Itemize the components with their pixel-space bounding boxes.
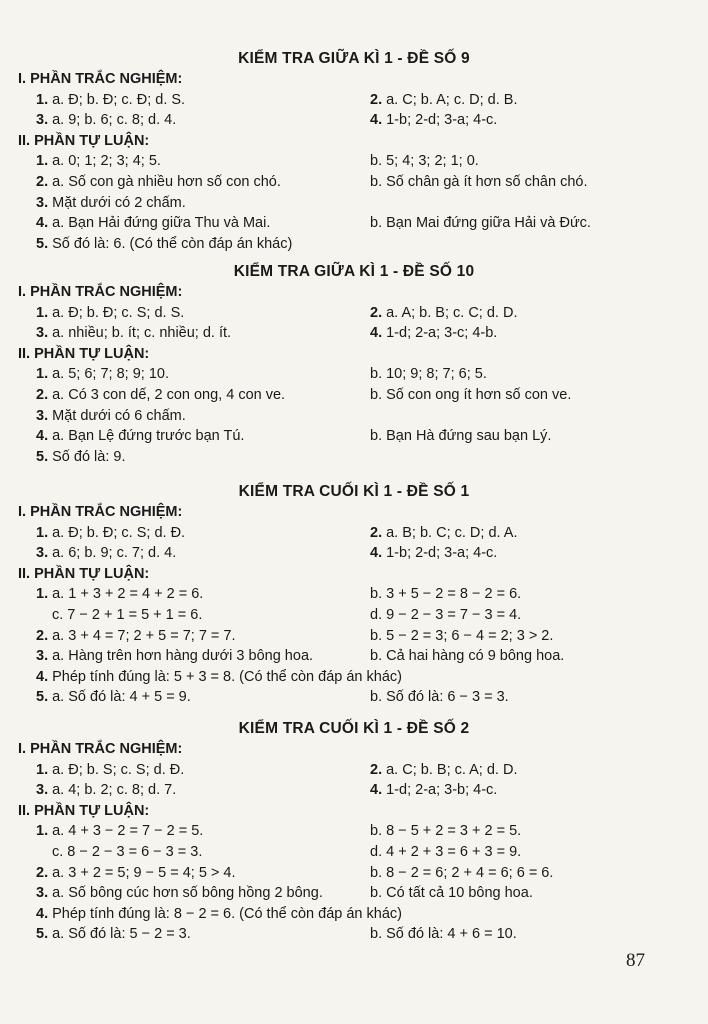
answer-text: b. 3 + 5 − 2 = 8 − 2 = 6. [370, 586, 522, 603]
answer-left [36, 906, 402, 922]
answer-right [370, 92, 517, 108]
question-number: 1. [36, 304, 49, 321]
answer-right [370, 885, 533, 901]
question-number: 1. [36, 366, 49, 383]
answer-text: Số đó là: 9. [48, 448, 126, 465]
answer-right [370, 648, 564, 664]
answer-text: d. 9 − 2 − 3 = 7 − 3 = 4. [370, 607, 522, 623]
answer-text: 1-d; 2-a; 3-b; 4-c. [382, 782, 498, 799]
answer-text: a. Số đó là: 4 + 5 = 9. [48, 689, 191, 706]
answer-row [0, 689, 708, 711]
answer-text: a. 6; b. 9; c. 7; d. 4. [48, 545, 177, 562]
question-number: 3. [36, 194, 49, 211]
answer-left [36, 305, 184, 321]
answer-right [370, 366, 487, 382]
answer-left [36, 885, 323, 901]
answer-left [36, 195, 186, 211]
answer-text: b. Bạn Hà đứng sau bạn Lý. [370, 428, 552, 445]
answer-row [0, 215, 708, 237]
answer-text: d. 4 + 2 + 3 = 6 + 3 = 9. [370, 844, 522, 860]
question-number: 3. [36, 325, 49, 342]
part-heading: II. PHẦN TỰ LUẬN: [18, 565, 150, 582]
answer-text: Số đó là: 6. (Có thể còn đáp án khác) [48, 235, 293, 252]
answer-text: b. 10; 9; 8; 7; 6; 5. [370, 366, 487, 383]
answer-text: a. A; b. B; c. C; d. D. [382, 304, 518, 321]
answer-row [0, 366, 708, 388]
question-number: 3. [36, 648, 49, 665]
answer-right [370, 325, 497, 341]
question-number: 4. [370, 112, 383, 129]
answer-text: b. Số đó là: 4 + 6 = 10. [370, 926, 517, 943]
answer-text: b. Có tất cả 10 bông hoa. [370, 885, 533, 902]
question-number: 2. [36, 627, 49, 644]
answer-text: a. 5; 6; 7; 8; 9; 10. [48, 366, 170, 383]
answer-text: b. Số đó là: 6 − 3 = 3. [370, 689, 509, 706]
section-title: KIỂM TRA GIỮA KÌ 1 - ĐỀ SỐ 10 [233, 263, 475, 280]
answer-right [370, 689, 509, 705]
answer-text: b. Bạn Mai đứng giữa Hải và Đức. [370, 215, 591, 232]
answer-text: a. Số con gà nhiều hơn số con chó. [48, 174, 281, 190]
answer-text: a. nhiều; b. ít; c. nhiều; d. ít. [48, 325, 232, 342]
answer-left [36, 586, 203, 602]
answer-left [36, 648, 313, 664]
answer-text: a. 0; 1; 2; 3; 4; 5. [48, 153, 161, 170]
answer-text: a. Số bông cúc hơn số bông hồng 2 bông. [48, 885, 323, 902]
question-number: 4. [36, 668, 49, 685]
answer-right [370, 823, 521, 839]
question-number: 2. [370, 304, 383, 321]
answer-left [36, 669, 402, 685]
question-number: 3. [36, 407, 49, 424]
answer-row [0, 782, 708, 804]
answer-row [0, 525, 708, 547]
part-heading: I. PHẦN TRẮC NGHIỆM: [18, 504, 183, 520]
answer-row [0, 607, 708, 629]
answer-text: b. 8 − 5 + 2 = 3 + 2 = 5. [370, 823, 522, 840]
answer-right [370, 545, 497, 561]
answer-text: 1-b; 2-d; 3-a; 4-c. [382, 112, 498, 129]
question-number: 1. [36, 524, 49, 541]
answer-left [52, 607, 202, 623]
answer-row [0, 586, 708, 608]
answer-right [370, 153, 479, 169]
answer-row [0, 648, 708, 670]
answer-text: c. 8 − 2 − 3 = 6 − 3 = 3. [52, 844, 203, 860]
answer-row [0, 628, 708, 650]
question-number: 4. [370, 782, 383, 799]
answer-text: c. 7 − 2 + 1 = 5 + 1 = 6. [52, 607, 203, 623]
section-title: KIỂM TRA GIỮA KÌ 1 - ĐỀ SỐ 9 [238, 50, 470, 67]
question-number: 2. [370, 91, 383, 108]
answer-text: a. 9; b. 6; c. 8; d. 4. [48, 112, 177, 129]
question-number: 2. [36, 174, 49, 190]
question-number: 5. [36, 448, 49, 465]
answer-text: 1-d; 2-a; 3-c; 4-b. [382, 325, 498, 342]
question-number: 5. [36, 235, 49, 252]
answer-text: b. 5 − 2 = 3; 6 − 4 = 2; 3 > 2. [370, 627, 554, 644]
answer-left [36, 325, 231, 341]
answer-row [0, 449, 708, 471]
question-number: 4. [36, 428, 49, 445]
answer-right [370, 762, 517, 778]
answer-left [36, 366, 169, 382]
answer-text: b. Số chân gà ít hơn số chân chó. [370, 174, 588, 190]
answer-right [370, 782, 497, 798]
answer-right [370, 387, 571, 403]
answer-left [36, 449, 125, 465]
question-number: 2. [36, 387, 49, 403]
question-number: 2. [36, 864, 49, 881]
answer-left [36, 926, 191, 942]
answer-left [36, 525, 185, 541]
answer-row [0, 408, 708, 430]
answer-right [370, 525, 517, 541]
answer-text: a. Số đó là: 5 − 2 = 3. [48, 926, 191, 943]
answer-row [0, 762, 708, 784]
answer-text: a. 4; b. 2; c. 8; d. 7. [48, 782, 177, 799]
question-number: 4. [36, 905, 49, 922]
answer-text: a. C; b. B; c. A; d. D. [382, 761, 518, 778]
answer-text: a. 3 + 2 = 5; 9 − 5 = 4; 5 > 4. [48, 864, 236, 881]
answer-right [370, 586, 521, 602]
answer-row [0, 885, 708, 907]
answer-right [370, 844, 521, 860]
answer-right [370, 174, 588, 190]
answer-row [0, 236, 708, 258]
answer-left [36, 174, 281, 190]
question-number: 4. [36, 215, 49, 232]
part-heading: II. PHẦN TỰ LUẬN: [18, 345, 150, 362]
answer-right [370, 112, 497, 128]
answer-row [0, 112, 708, 134]
answer-right [370, 628, 553, 644]
answer-row [0, 545, 708, 567]
answer-row [0, 195, 708, 217]
answer-right [370, 926, 517, 942]
answer-row [0, 92, 708, 114]
answer-row [0, 305, 708, 327]
answer-left [36, 865, 236, 881]
section-title: KIỂM TRA CUỐI KÌ 1 - ĐỀ SỐ 1 [238, 483, 470, 500]
answer-left [36, 215, 270, 231]
answer-left [36, 628, 236, 644]
question-number: 3. [36, 545, 49, 562]
answer-left [36, 408, 186, 424]
answer-row [0, 325, 708, 347]
answer-text: a. Đ; b. S; c. S; d. Đ. [48, 761, 185, 778]
answer-text: a. 4 + 3 − 2 = 7 − 2 = 5. [48, 823, 204, 840]
part-heading: II. PHẦN TỰ LUẬN: [18, 132, 150, 149]
answer-left [36, 689, 191, 705]
answer-left [36, 236, 292, 252]
question-number: 3. [36, 112, 49, 129]
answer-text: Mặt dưới có 6 chấm. [48, 407, 186, 424]
answer-right [370, 215, 591, 231]
page-number: 87 [626, 950, 645, 971]
answer-text: b. Cả hai hàng có 9 bông hoa. [370, 648, 565, 665]
answer-text: a. Đ; b. Đ; c. S; d. Đ. [48, 524, 186, 541]
question-number: 2. [370, 524, 383, 541]
answer-text: Phép tính đúng là: 5 + 3 = 8. (Có thể còn đáp án khác) [48, 668, 402, 685]
answer-text: a. 1 + 3 + 2 = 4 + 2 = 6. [48, 586, 204, 603]
part-heading: I. PHẦN TRẮC NGHIỆM: [18, 71, 183, 87]
answer-row [0, 865, 708, 887]
answer-text: Mặt dưới có 2 chấm. [48, 194, 186, 211]
answer-text: b. 8 − 2 = 6; 2 + 4 = 6; 6 = 6. [370, 864, 554, 881]
answer-row [0, 153, 708, 175]
answer-left [36, 823, 203, 839]
answer-left [36, 782, 176, 798]
section-title: KIỂM TRA CUỐI KÌ 1 - ĐỀ SỐ 2 [238, 720, 470, 737]
answer-left [36, 428, 244, 444]
answer-right [370, 305, 517, 321]
answer-row [0, 844, 708, 866]
question-number: 3. [36, 885, 49, 902]
answer-text: 1-b; 2-d; 3-a; 4-c. [382, 545, 498, 562]
answer-left [36, 762, 184, 778]
question-number: 4. [370, 545, 383, 562]
answer-right [370, 607, 521, 623]
answer-left [36, 112, 176, 128]
answer-text: a. B; b. C; c. D; d. A. [382, 524, 518, 541]
answer-left [36, 387, 285, 403]
answer-text: Phép tính đúng là: 8 − 2 = 6. (Có thể còn đáp án khác) [48, 905, 402, 922]
answer-text: a. Đ; b. Đ; c. Đ; d. S. [48, 91, 186, 108]
part-heading: I. PHẦN TRẮC NGHIỆM: [18, 741, 183, 757]
question-number: 1. [36, 586, 49, 603]
answer-text: a. Đ; b. Đ; c. S; d. S. [48, 304, 185, 321]
answer-left [52, 844, 202, 860]
answer-text: a. Có 3 con dế, 2 con ong, 4 con ve. [48, 387, 286, 403]
question-number: 5. [36, 689, 49, 706]
part-heading: I. PHẦN TRẮC NGHIỆM: [18, 284, 183, 300]
question-number: 1. [36, 823, 49, 840]
answer-text: a. Hàng trên hơn hàng dưới 3 bông hoa. [48, 648, 314, 665]
question-number: 4. [370, 325, 383, 342]
answer-text: b. 5; 4; 3; 2; 1; 0. [370, 153, 479, 170]
answer-text: a. 3 + 4 = 7; 2 + 5 = 7; 7 = 7. [48, 627, 236, 644]
answer-left [36, 153, 161, 169]
answer-right [370, 865, 553, 881]
question-number: 3. [36, 782, 49, 799]
question-number: 1. [36, 153, 49, 170]
answer-row [0, 823, 708, 845]
answer-left [36, 545, 176, 561]
answer-text: a. C; b. A; c. D; d. B. [382, 91, 518, 108]
answer-row [0, 387, 708, 409]
answer-row [0, 906, 708, 928]
question-number: 2. [370, 761, 383, 778]
part-heading: II. PHẦN TỰ LUẬN: [18, 802, 150, 819]
answer-row [0, 428, 708, 450]
answer-row [0, 926, 708, 948]
answer-text: a. Bạn Lệ đứng trước bạn Tú. [48, 428, 245, 445]
answer-row [0, 669, 708, 691]
question-number: 1. [36, 91, 49, 108]
answer-text: b. Số con ong ít hơn số con ve. [370, 387, 572, 403]
question-number: 1. [36, 761, 49, 778]
answer-row [0, 174, 708, 196]
answer-text: a. Bạn Hải đứng giữa Thu và Mai. [48, 215, 271, 232]
answer-left [36, 92, 185, 108]
question-number: 5. [36, 926, 49, 943]
answer-right [370, 428, 551, 444]
